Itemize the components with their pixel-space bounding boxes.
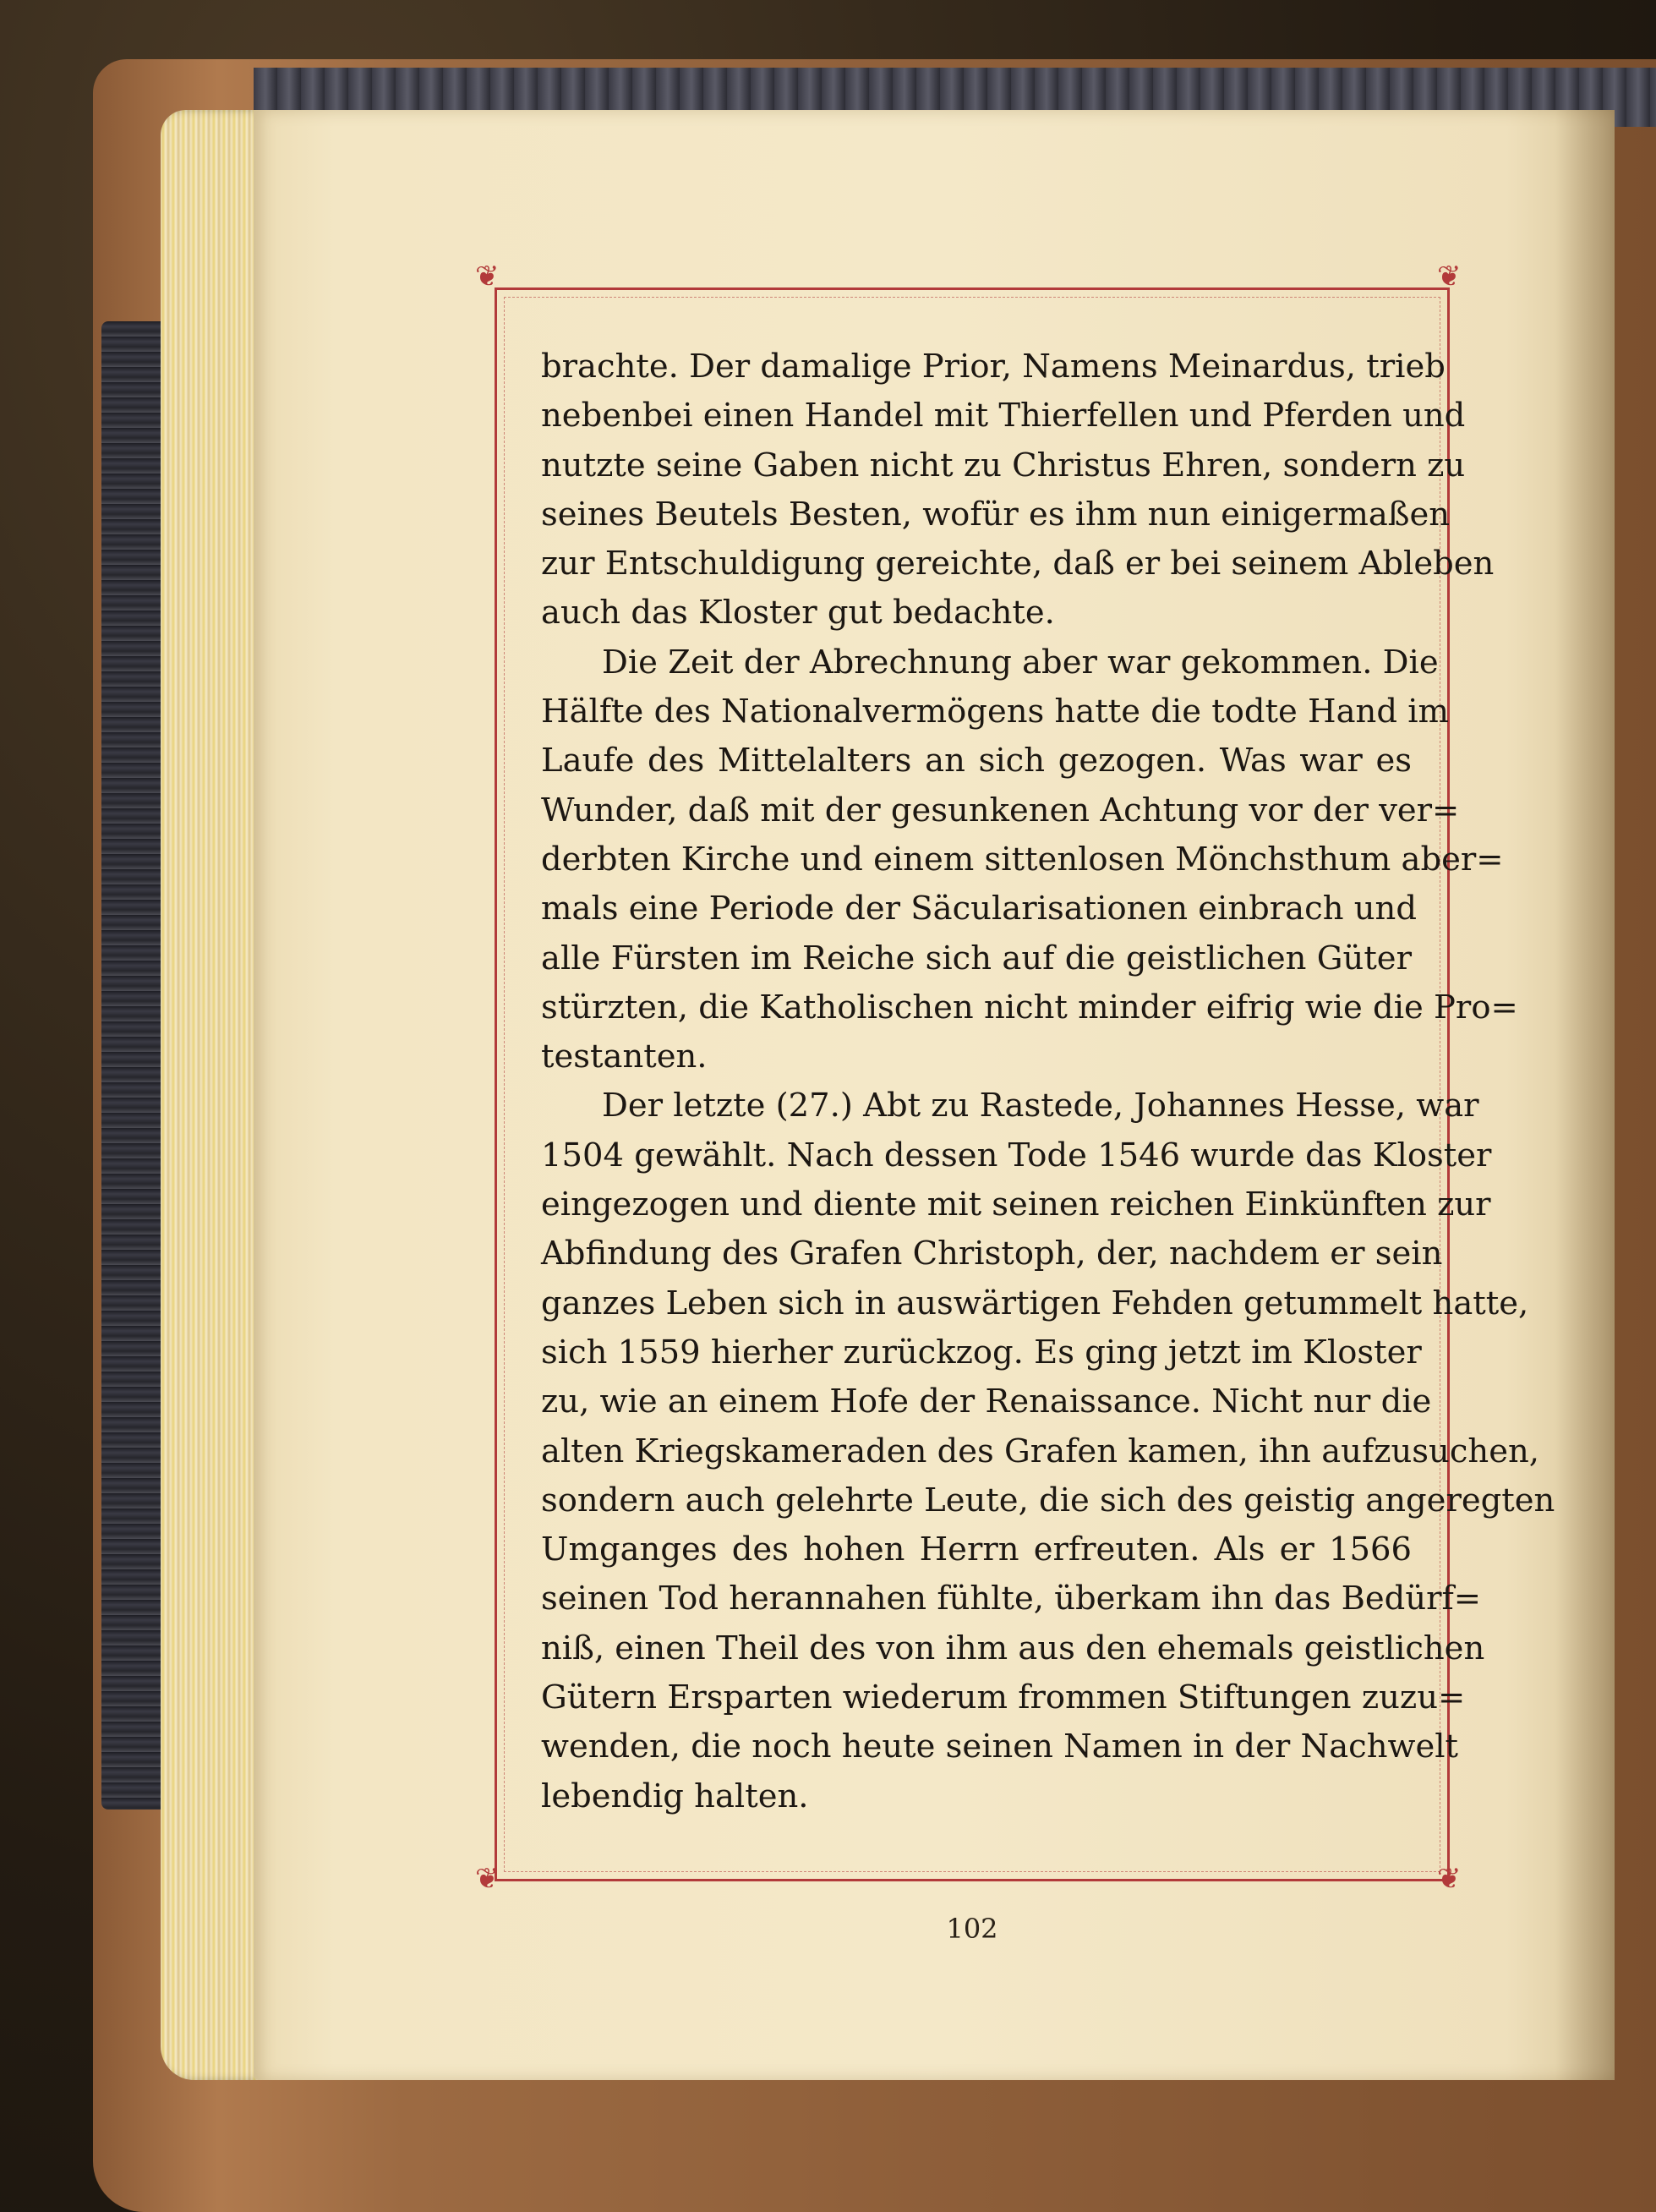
- text-line: zu, wie an einem Hofe der Renaissance. Nicht nur die: [541, 1382, 1432, 1421]
- frame-corner-ornament-icon: ❦: [1437, 260, 1462, 293]
- text-line: derbten Kirche und einem sittenlosen Mönchsthum aber=: [541, 840, 1504, 879]
- text-line: eingezogen und diente mit seinen reichen Einkünften zur: [541, 1185, 1491, 1224]
- frame-corner-ornament-icon: ❦: [475, 1862, 500, 1896]
- page-gutter-shadow: [1555, 110, 1615, 2080]
- page-number: 102: [946, 1913, 998, 1945]
- text-line: ganzes Leben sich in auswärtigen Fehden getummelt hatte,: [541, 1284, 1529, 1322]
- text-line: 1504 gewählt. Nach dessen Tode 1546 wurde das Kloster: [541, 1136, 1492, 1174]
- text-line: niß, einen Theil des von ihm aus den ehemals geistlichen: [541, 1629, 1485, 1667]
- text-line: Laufe des Mittelalters an sich gezogen. Was war es: [541, 742, 1412, 780]
- text-line: alten Kriegskameraden des Grafen kamen, ihn aufzusuchen,: [541, 1432, 1540, 1470]
- text-line: brachte. Der damalige Prior, Namens Meinardus, trieb: [541, 348, 1446, 386]
- text-line: Der letzte (27.) Abt zu Rastede, Johannes Hesse, war: [602, 1087, 1479, 1125]
- text-line: nutzte seine Gaben nicht zu Christus Ehren, sondern zu: [541, 446, 1466, 485]
- text-line: seinen Tod herannahen fühlte, überkam ihn das Bedürf=: [541, 1580, 1482, 1618]
- text-line: nebenbei einen Handel mit Thierfellen und Pferden und: [541, 397, 1466, 435]
- text-line: alle Fürsten im Reiche sich auf die geistlichen Güter: [541, 939, 1412, 977]
- text-line: Die Zeit der Abrechnung aber war gekommen. Die: [602, 643, 1439, 682]
- text-line: seines Beutels Besten, wofür es ihm nun einigermaßen: [541, 495, 1451, 534]
- text-line: Abfindung des Grafen Christoph, der, nachdem er sein: [541, 1235, 1443, 1273]
- text-line: Gütern Ersparten wiederum frommen Stiftungen zuzu=: [541, 1678, 1466, 1717]
- frame-corner-ornament-icon: ❦: [1437, 1862, 1462, 1896]
- cover-marbled-strip: [101, 321, 169, 1810]
- text-line: stürzten, die Katholischen nicht minder eifrig wie die Pro=: [541, 988, 1518, 1027]
- text-line: sondern auch gelehrte Leute, die sich des geistig angeregten: [541, 1481, 1555, 1519]
- body-text: [541, 342, 1555, 1848]
- text-line: wenden, die noch heute seinen Namen in der Nachwelt: [541, 1727, 1459, 1766]
- text-line: auch das Kloster gut bedachte.: [541, 594, 1055, 632]
- frame-corner-ornament-icon: ❦: [475, 260, 500, 293]
- text-line: Hälfte des Nationalvermögens hatte die todte Hand im: [541, 693, 1450, 731]
- text-line: mals eine Periode der Säcularisationen einbrach und: [541, 890, 1417, 928]
- text-line: testanten.: [541, 1038, 708, 1076]
- text-line: sich 1559 hierher zurückzog. Es ging jetzt im Kloster: [541, 1333, 1422, 1372]
- text-line: lebendig halten.: [541, 1777, 809, 1815]
- text-line: zur Entschuldigung gereichte, daß er bei seinem Ableben: [541, 545, 1495, 583]
- text-line: Umganges des hohen Herrn erfreuten. Als er 1566: [541, 1530, 1412, 1569]
- text-line: Wunder, daß mit der gesunkenen Achtung vor der ver=: [541, 791, 1460, 830]
